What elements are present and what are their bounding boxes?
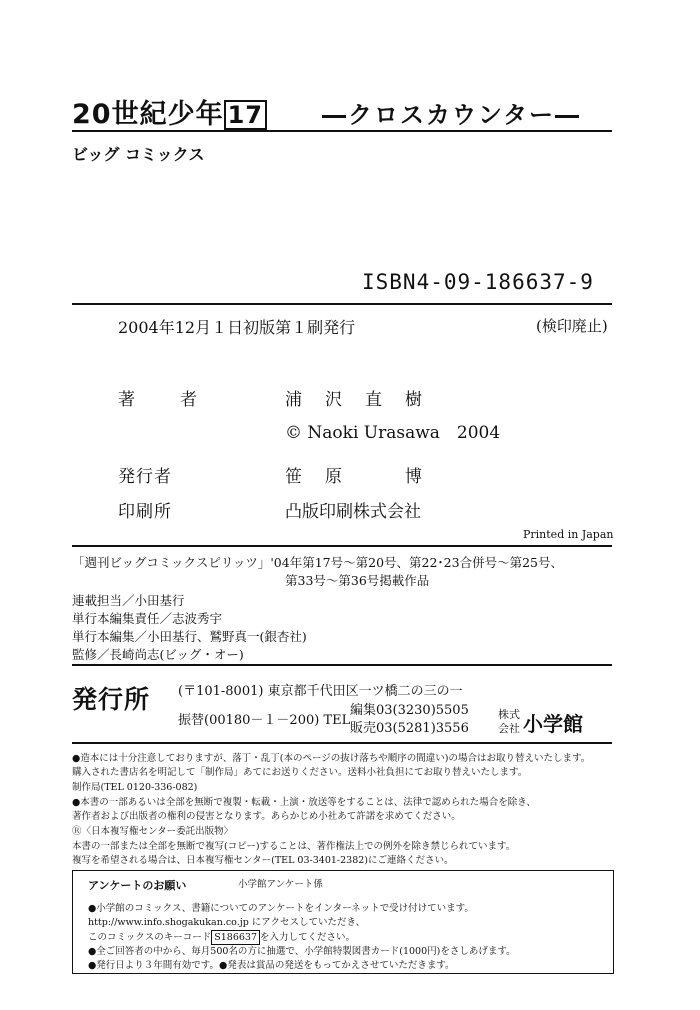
seal-note: (検印廃止) [536,317,608,335]
publisher-name: 小学館 [523,712,583,736]
header-rule [72,130,612,132]
author-name: 浦 沢 直 樹 [285,390,425,410]
book-subtitle: ―クロスカウンター― [322,101,582,129]
credits-rule [72,545,612,547]
survey-dept: 小学館アンケート係 [238,879,323,890]
survey-line: ●全ご回答者の中から、毎月500名の方に抽選で、小学館特製図書カード(1000円)をさしあげます。 [88,946,516,957]
staff-rule [72,664,612,666]
series-name: ビッグ コミックス [72,145,205,164]
staff-line: 単行本編集責任／志波秀宇 [72,611,223,626]
book-title [72,92,267,131]
notice-line: 制作局(TEL 0120-336-082) [72,782,198,793]
kabushiki-2: 会社 [498,722,520,735]
notice-line: 本書の一部または全部を無断で複写(コピー)することは、著作権法上での例外を除き禁じられています。 [72,841,516,852]
notice-line: ●本書の一部あるいは全部を無断で複製・転載・上演・放送等をすることは、法律で認められた場合を除き、 [72,797,536,808]
title-text: 20世紀少年 [72,99,224,130]
printer-name: 凸版印刷株式会社 [285,502,421,522]
notice-line: 著作者および出版者の権利の侵害となります。あらかじめ小社あて許諾を求めてください。 [72,811,461,822]
edition-date: 2004年12月１日初版第１刷発行 [118,318,356,337]
survey-keycode-line [88,930,355,945]
printed-in: Printed in Japan [523,528,614,541]
tel-edit: 編集03(3230)5505 [350,703,469,718]
survey-url: http://www.info.shogakukan.co.jp にアクセスしていただき、 [88,917,366,928]
keycode: S186637 [211,930,260,945]
notice-line: ●造本には十分注意しておりますが、落丁・乱丁(本のページの抜け落ちや順序の間違い)の場合はお取り替えいたします。 [72,753,591,764]
publisher-address: (〒101-8001) 東京都千代田区一ツ橋二の三の一 [178,684,463,699]
isbn: ISBN4-09-186637-9 [362,270,594,294]
furikae: 振替(00180－１－200) TEL [178,713,351,728]
isbn-rule [72,303,612,305]
printer-label: 印刷所 [118,502,172,522]
volume-number: 17 [224,100,267,130]
author-label: 著 者 [118,390,211,410]
keycode-suffix: を入力してください。 [260,932,356,943]
staff-line: 単行本編集／小田基行、鷲野真一(銀杏社) [72,629,307,644]
kabushiki-1: 株式 [498,708,520,721]
keycode-prefix: このコミックスのキーコード [88,932,212,943]
tel-sales: 販売03(5281)3556 [350,721,469,736]
survey-line: ●小学館のコミックス、書籍についてのアンケートをインターネットで受け付けています。 [88,903,474,914]
notice-line: 複写を希望される場合は、日本複写権センター(TEL 03-3401-2382)にご連絡ください。 [72,855,454,866]
copyright: © Naoki Urasawa 2004 [285,423,501,443]
survey-line: ●発行日より３年間有効です。●発表は賞品の発送をもってかえさせていただきます。 [88,960,455,971]
survey-title: アンケートのお願い [88,879,187,892]
staff-line: 連載担当／小田基行 [72,593,185,608]
notice-line: 購入された書店名を明記して「制作局」あてにお送りください。送料小社負担にてお取り替えいたします。 [72,767,528,778]
publisher-label: 発行所 [72,685,151,714]
publisher-person-label: 発行者 [118,467,172,487]
notice-line: Ⓡ〈日本複写権センター委託出版物〉 [72,826,234,837]
publisher-rule [72,742,612,744]
staff-line: 監修／長崎尚志(ビッグ・オー) [72,647,244,662]
publisher-person: 笹 原 博 [285,467,425,487]
serialization-line1: 「週刊ビッグコミックスピリッツ」'04年第17号～第20号、第22･23合併号～第25号、 [72,555,563,570]
serialization-line2: 第33号～第36号掲載作品 [285,573,430,588]
